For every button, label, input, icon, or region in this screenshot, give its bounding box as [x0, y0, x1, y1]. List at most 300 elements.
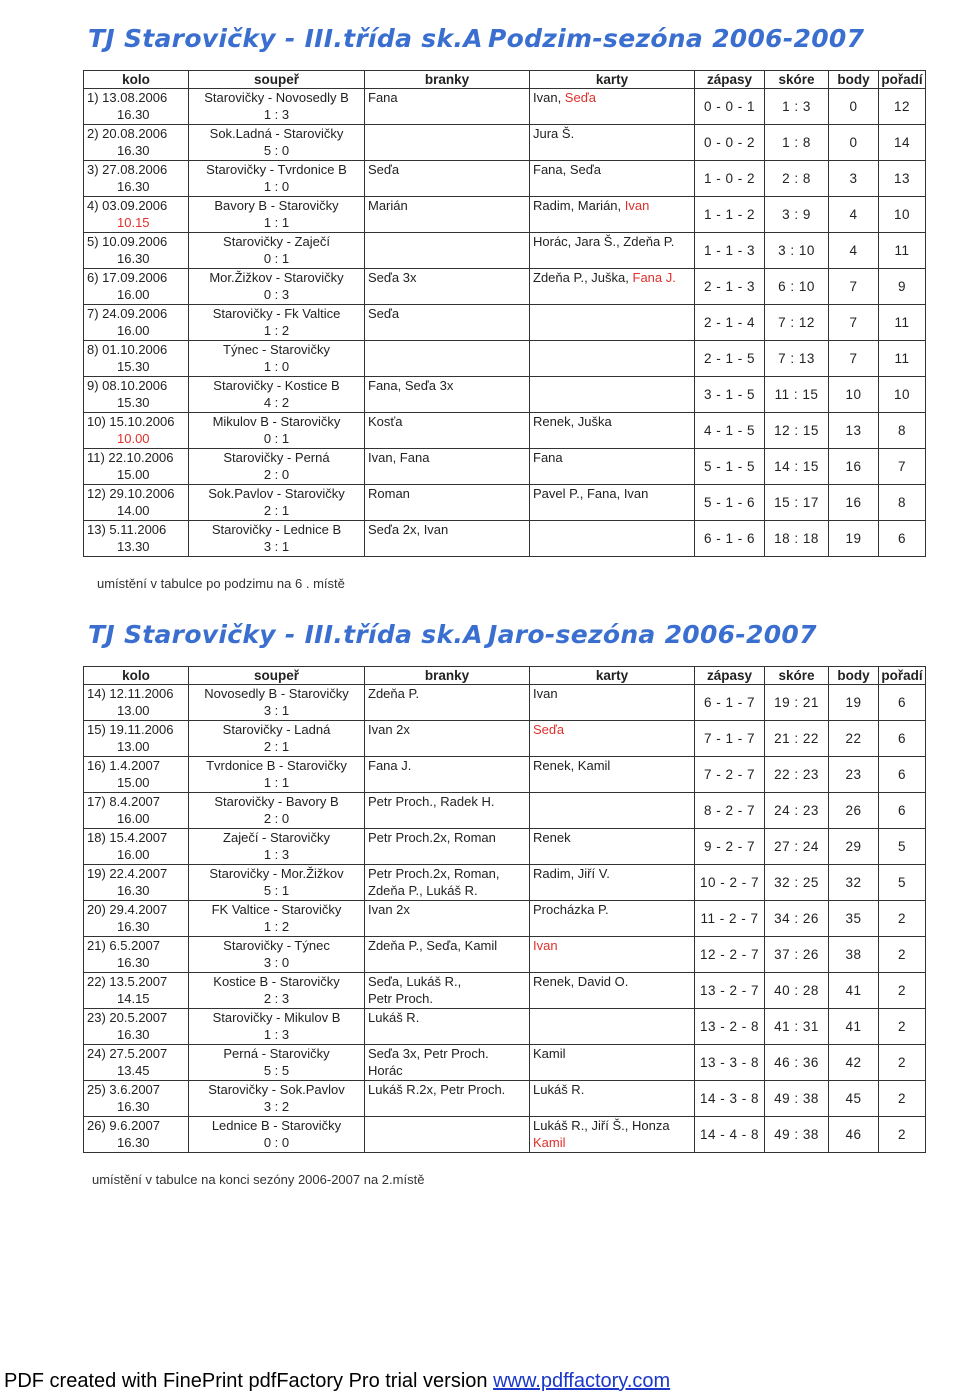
match-result: 2 : 0 [263, 811, 290, 826]
round-cell [84, 485, 189, 521]
cards-cell [530, 485, 695, 521]
round-cell [84, 413, 189, 449]
card-name: Kamil [533, 1046, 566, 1061]
cards-cell [530, 521, 695, 557]
opponent-cell [189, 901, 365, 937]
round-date: 9) 08.10.2006 [87, 378, 168, 393]
card-name: Fana, Seďa [533, 162, 601, 177]
position-cell: 9 [879, 269, 926, 305]
cards-cell [530, 1117, 695, 1153]
position-cell: 11 [879, 233, 926, 269]
cards-cell [530, 685, 695, 721]
column-header: karty [530, 71, 695, 89]
table-row [84, 449, 926, 485]
round-cell [84, 89, 189, 125]
match-result: 2 : 1 [263, 503, 290, 518]
cards-line-cont [533, 702, 692, 719]
cards-line-cont [533, 394, 692, 411]
cards-line-cont [533, 846, 692, 863]
goal-scorers: Fana J. [368, 758, 412, 773]
spring-results-table [83, 666, 925, 1153]
cards-cell [530, 305, 695, 341]
round-cell [84, 973, 189, 1009]
goal-scorers [368, 341, 527, 358]
score-cell: 2 : 8 [765, 161, 829, 197]
record-cell: 13 - 2 - 7 [695, 973, 765, 1009]
autumn-header [88, 24, 878, 56]
score-cell: 11 : 15 [765, 377, 829, 413]
score-cell: 32 : 25 [765, 865, 829, 901]
goals-cell [365, 341, 530, 377]
card-name: Radim, Marián, [533, 198, 625, 213]
card-name: Fana J. [632, 270, 676, 285]
points-cell: 46 [829, 1117, 879, 1153]
table-header-row [84, 667, 926, 685]
score-cell: 7 : 12 [765, 305, 829, 341]
cards-line [533, 1045, 692, 1062]
goal-scorers: Roman [368, 486, 410, 501]
cards-line [533, 449, 692, 466]
match-result: 3 : 1 [263, 539, 290, 554]
table-row [84, 973, 926, 1009]
kickoff-time: 13.45 [117, 1063, 150, 1078]
opponent-cell [189, 521, 365, 557]
goal-scorers: Seďa [368, 306, 400, 321]
record-cell: 7 - 2 - 7 [695, 757, 765, 793]
match-teams: Novosedly B - Starovičky [204, 686, 349, 701]
round-date: 21) 6.5.2007 [87, 938, 161, 953]
goals-cell [365, 1009, 530, 1045]
column-header: soupeř [189, 71, 365, 89]
record-cell: 4 - 1 - 5 [695, 413, 765, 449]
goal-scorers-cont [368, 918, 527, 935]
score-cell: 40 : 28 [765, 973, 829, 1009]
cards-line-cont [533, 142, 692, 159]
goal-scorers-cont: Zdeňa P., Lukáš R. [368, 883, 478, 898]
table-row [84, 1117, 926, 1153]
cards-cell [530, 413, 695, 449]
column-header: zápasy [695, 667, 765, 685]
cards-line [533, 161, 692, 178]
points-cell: 19 [829, 685, 879, 721]
table-row [84, 1081, 926, 1117]
club-title: TJ Starovičky - III.třída sk.A [88, 24, 483, 53]
goal-scorers-cont [368, 774, 527, 791]
record-cell: 1 - 1 - 3 [695, 233, 765, 269]
kickoff-time: 14.15 [117, 991, 150, 1006]
match-teams: FK Valtice - Starovičky [211, 902, 342, 917]
points-cell: 4 [829, 197, 879, 233]
goal-scorers: Seďa, Lukáš R., [368, 974, 462, 989]
cards-line-cont [533, 774, 692, 791]
round-date: 15) 19.11.2006 [87, 722, 174, 737]
goal-scorers: Lukáš R. [368, 1010, 420, 1025]
round-cell [84, 721, 189, 757]
round-date: 20) 29.4.2007 [87, 902, 168, 917]
score-cell: 27 : 24 [765, 829, 829, 865]
round-cell [84, 305, 189, 341]
opponent-cell [189, 269, 365, 305]
position-cell: 14 [879, 125, 926, 161]
match-result: 5 : 5 [263, 1063, 290, 1078]
table-row [84, 829, 926, 865]
round-cell [84, 125, 189, 161]
match-teams: Starovičky - Sok.Pavlov [208, 1082, 345, 1097]
match-result: 2 : 0 [263, 467, 290, 482]
goal-scorers-cont [368, 106, 527, 123]
match-teams: Starovičky - Perná [223, 450, 330, 465]
goal-scorers: Seďa 3x [368, 270, 417, 285]
record-cell: 10 - 2 - 7 [695, 865, 765, 901]
opponent-cell [189, 829, 365, 865]
goals-cell [365, 377, 530, 413]
round-date: 5) 10.09.2006 [87, 234, 168, 249]
goal-scorers-cont: Petr Proch. [368, 991, 434, 1006]
score-cell: 46 : 36 [765, 1045, 829, 1081]
opponent-cell [189, 89, 365, 125]
opponent-cell [189, 305, 365, 341]
table-row [84, 1009, 926, 1045]
goal-scorers: Ivan 2x [368, 722, 410, 737]
cards-line [533, 829, 692, 846]
goals-cell [365, 269, 530, 305]
card-name: Zdeňa P., Juška, [533, 270, 633, 285]
match-result: 1 : 3 [263, 107, 290, 122]
round-cell [84, 521, 189, 557]
opponent-cell [189, 413, 365, 449]
cards-line [533, 1117, 692, 1134]
round-cell [84, 901, 189, 937]
goal-scorers-cont [368, 430, 527, 447]
table-row [84, 413, 926, 449]
points-cell: 29 [829, 829, 879, 865]
goals-cell [365, 973, 530, 1009]
record-cell: 13 - 3 - 8 [695, 1045, 765, 1081]
opponent-cell [189, 377, 365, 413]
round-cell [84, 377, 189, 413]
cards-line-cont [533, 918, 692, 935]
column-header: skóre [765, 667, 829, 685]
kickoff-time: 16.00 [117, 323, 150, 338]
opponent-cell [189, 793, 365, 829]
opponent-cell [189, 341, 365, 377]
table-row [84, 685, 926, 721]
round-cell [84, 197, 189, 233]
card-name: Kamil [533, 1135, 566, 1150]
goals-cell [365, 233, 530, 269]
points-cell: 0 [829, 89, 879, 125]
card-name: Seďa [533, 722, 565, 737]
cards-cell [530, 937, 695, 973]
position-cell: 6 [879, 685, 926, 721]
card-name: Ivan [624, 198, 650, 213]
round-date: 13) 5.11.2006 [87, 522, 167, 537]
score-cell: 49 : 38 [765, 1081, 829, 1117]
column-header: branky [365, 71, 530, 89]
goal-scorers [368, 1117, 527, 1134]
kickoff-time: 13.30 [117, 539, 150, 554]
cards-line-cont [533, 882, 692, 899]
points-cell: 41 [829, 973, 879, 1009]
table-row [84, 521, 926, 557]
goals-cell [365, 1045, 530, 1081]
goal-scorers-cont [368, 178, 527, 195]
goals-cell [365, 721, 530, 757]
card-name: Renek, Kamil [533, 758, 611, 773]
footer-link[interactable]: www.pdffactory.com [493, 1370, 671, 1392]
cards-cell [530, 1045, 695, 1081]
goal-scorers: Seďa [368, 162, 400, 177]
cards-cell [530, 973, 695, 1009]
points-cell: 38 [829, 937, 879, 973]
goal-scorers [368, 233, 527, 250]
match-result: 0 : 1 [263, 431, 290, 446]
points-cell: 41 [829, 1009, 879, 1045]
cards-line-cont [533, 106, 692, 123]
cards-cell [530, 449, 695, 485]
card-name: Lukáš R. [533, 1082, 585, 1097]
record-cell: 2 - 1 - 5 [695, 341, 765, 377]
cards-line-cont [533, 214, 692, 231]
match-result: 3 : 0 [263, 955, 290, 970]
column-header: body [829, 71, 879, 89]
goal-scorers-cont [368, 142, 527, 159]
goals-cell [365, 125, 530, 161]
opponent-cell [189, 865, 365, 901]
table-row [84, 89, 926, 125]
column-header: kolo [84, 667, 189, 685]
cards-line [533, 1081, 692, 1098]
goal-scorers-cont [368, 466, 527, 483]
goal-scorers-cont [368, 286, 527, 303]
card-name: Procházka P. [533, 902, 609, 917]
points-cell: 4 [829, 233, 879, 269]
goals-cell [365, 901, 530, 937]
table-row [84, 377, 926, 413]
match-teams: Týnec - Starovičky [223, 342, 330, 357]
goals-cell [365, 1081, 530, 1117]
cards-cell [530, 89, 695, 125]
cards-line [533, 1009, 692, 1026]
card-name: Ivan, [533, 90, 565, 105]
column-header: soupeř [189, 667, 365, 685]
goals-cell [365, 449, 530, 485]
goals-cell [365, 937, 530, 973]
record-cell: 5 - 1 - 5 [695, 449, 765, 485]
points-cell: 19 [829, 521, 879, 557]
card-name: Fana [533, 450, 563, 465]
record-cell: 11 - 2 - 7 [695, 901, 765, 937]
card-name: Horác, Jara Š., Zdeňa P. [533, 234, 675, 249]
cards-cell [530, 721, 695, 757]
kickoff-time: 16.30 [117, 143, 150, 158]
cards-cell [530, 865, 695, 901]
round-date: 23) 20.5.2007 [87, 1010, 168, 1025]
table-row [84, 901, 926, 937]
goal-scorers-cont [368, 702, 527, 719]
table-row [84, 865, 926, 901]
table-row [84, 937, 926, 973]
cards-line-cont [533, 430, 692, 447]
cards-line [533, 269, 692, 286]
match-result: 0 : 3 [263, 287, 290, 302]
opponent-cell [189, 1009, 365, 1045]
opponent-cell [189, 973, 365, 1009]
opponent-cell [189, 757, 365, 793]
cards-line-cont [533, 466, 692, 483]
position-cell: 10 [879, 197, 926, 233]
cards-cell [530, 233, 695, 269]
score-cell: 1 : 8 [765, 125, 829, 161]
kickoff-time: 15.30 [117, 395, 150, 410]
cards-cell [530, 1009, 695, 1045]
cards-line [533, 485, 692, 502]
score-cell: 6 : 10 [765, 269, 829, 305]
points-cell: 42 [829, 1045, 879, 1081]
goal-scorers: Seďa 3x, Petr Proch. [368, 1046, 489, 1061]
points-cell: 16 [829, 449, 879, 485]
score-cell: 7 : 13 [765, 341, 829, 377]
column-header: pořadí [879, 667, 926, 685]
opponent-cell [189, 685, 365, 721]
record-cell: 3 - 1 - 5 [695, 377, 765, 413]
record-cell: 14 - 4 - 8 [695, 1117, 765, 1153]
round-cell [84, 1081, 189, 1117]
round-date: 4) 03.09.2006 [87, 198, 168, 213]
position-cell: 2 [879, 973, 926, 1009]
match-result: 0 : 1 [263, 251, 290, 266]
table-row [84, 1045, 926, 1081]
record-cell: 12 - 2 - 7 [695, 937, 765, 973]
table-row [84, 793, 926, 829]
cards-cell [530, 901, 695, 937]
cards-line [533, 757, 692, 774]
points-cell: 7 [829, 341, 879, 377]
goal-scorers: Petr Proch.2x, Roman [368, 830, 496, 845]
cards-line [533, 937, 692, 954]
autumn-placement-note: umístění v tabulce po podzimu na 6 . místě [97, 576, 345, 591]
match-teams: Mikulov B - Starovičky [212, 414, 341, 429]
position-cell: 11 [879, 305, 926, 341]
table-row [84, 125, 926, 161]
score-cell: 19 : 21 [765, 685, 829, 721]
kickoff-time: 16.00 [117, 811, 150, 826]
round-cell [84, 757, 189, 793]
cards-line [533, 125, 692, 142]
goal-scorers-cont [368, 322, 527, 339]
goals-cell [365, 865, 530, 901]
cards-cell [530, 269, 695, 305]
cards-cell [530, 377, 695, 413]
round-cell [84, 685, 189, 721]
record-cell: 5 - 1 - 6 [695, 485, 765, 521]
points-cell: 26 [829, 793, 879, 829]
goal-scorers-cont [368, 214, 527, 231]
record-cell: 2 - 1 - 4 [695, 305, 765, 341]
goal-scorers: Kosťa [368, 414, 403, 429]
score-cell: 1 : 3 [765, 89, 829, 125]
score-cell: 21 : 22 [765, 721, 829, 757]
card-name: Ivan [533, 938, 558, 953]
cards-line [533, 341, 692, 358]
position-cell: 6 [879, 757, 926, 793]
cards-cell [530, 125, 695, 161]
column-header: karty [530, 667, 695, 685]
column-header: zápasy [695, 71, 765, 89]
card-name: Renek [533, 830, 571, 845]
goal-scorers: Marián [368, 198, 408, 213]
match-teams: Kostice B - Starovičky [213, 974, 340, 989]
record-cell: 8 - 2 - 7 [695, 793, 765, 829]
score-cell: 18 : 18 [765, 521, 829, 557]
record-cell: 9 - 2 - 7 [695, 829, 765, 865]
cards-line [533, 901, 692, 918]
match-result: 3 : 2 [263, 1099, 290, 1114]
match-result: 2 : 3 [263, 991, 290, 1006]
position-cell: 7 [879, 449, 926, 485]
match-result: 4 : 2 [263, 395, 290, 410]
goals-cell [365, 521, 530, 557]
match-result: 1 : 3 [263, 847, 290, 862]
goals-cell [365, 757, 530, 793]
cards-line [533, 233, 692, 250]
cards-line [533, 413, 692, 430]
cards-line [533, 685, 692, 702]
cards-line-cont [533, 250, 692, 267]
points-cell: 32 [829, 865, 879, 901]
cards-line-cont [533, 502, 692, 519]
column-header: body [829, 667, 879, 685]
opponent-cell [189, 721, 365, 757]
match-result: 5 : 0 [263, 143, 290, 158]
match-result: 1 : 3 [263, 1027, 290, 1042]
record-cell: 1 - 1 - 2 [695, 197, 765, 233]
record-cell: 14 - 3 - 8 [695, 1081, 765, 1117]
round-cell [84, 865, 189, 901]
match-teams: Perná - Starovičky [223, 1046, 330, 1061]
score-cell: 14 : 15 [765, 449, 829, 485]
position-cell: 2 [879, 1045, 926, 1081]
match-result: 2 : 1 [263, 739, 290, 754]
cards-line [533, 197, 692, 214]
position-cell: 10 [879, 377, 926, 413]
table-row [84, 757, 926, 793]
goals-cell [365, 485, 530, 521]
match-teams: Sok.Ladná - Starovičky [209, 126, 344, 141]
goal-scorers-cont [368, 538, 527, 555]
opponent-cell [189, 485, 365, 521]
position-cell: 6 [879, 521, 926, 557]
pdf-footer [4, 1370, 670, 1393]
points-cell: 23 [829, 757, 879, 793]
goal-scorers [368, 125, 527, 142]
cards-line [533, 377, 692, 394]
kickoff-time: 15.00 [117, 775, 150, 790]
match-teams: Zaječí - Starovičky [223, 830, 330, 845]
match-result: 1 : 2 [263, 919, 290, 934]
goals-cell [365, 1117, 530, 1153]
round-date: 25) 3.6.2007 [87, 1082, 161, 1097]
points-cell: 16 [829, 485, 879, 521]
score-cell: 3 : 9 [765, 197, 829, 233]
season-title: Podzim-sezóna 2006-2007 [488, 24, 865, 53]
position-cell: 2 [879, 937, 926, 973]
kickoff-time: 16.30 [117, 955, 150, 970]
round-date: 14) 12.11.2006 [87, 686, 174, 701]
position-cell: 12 [879, 89, 926, 125]
kickoff-time: 15.00 [117, 467, 150, 482]
kickoff-time: 16.30 [117, 919, 150, 934]
